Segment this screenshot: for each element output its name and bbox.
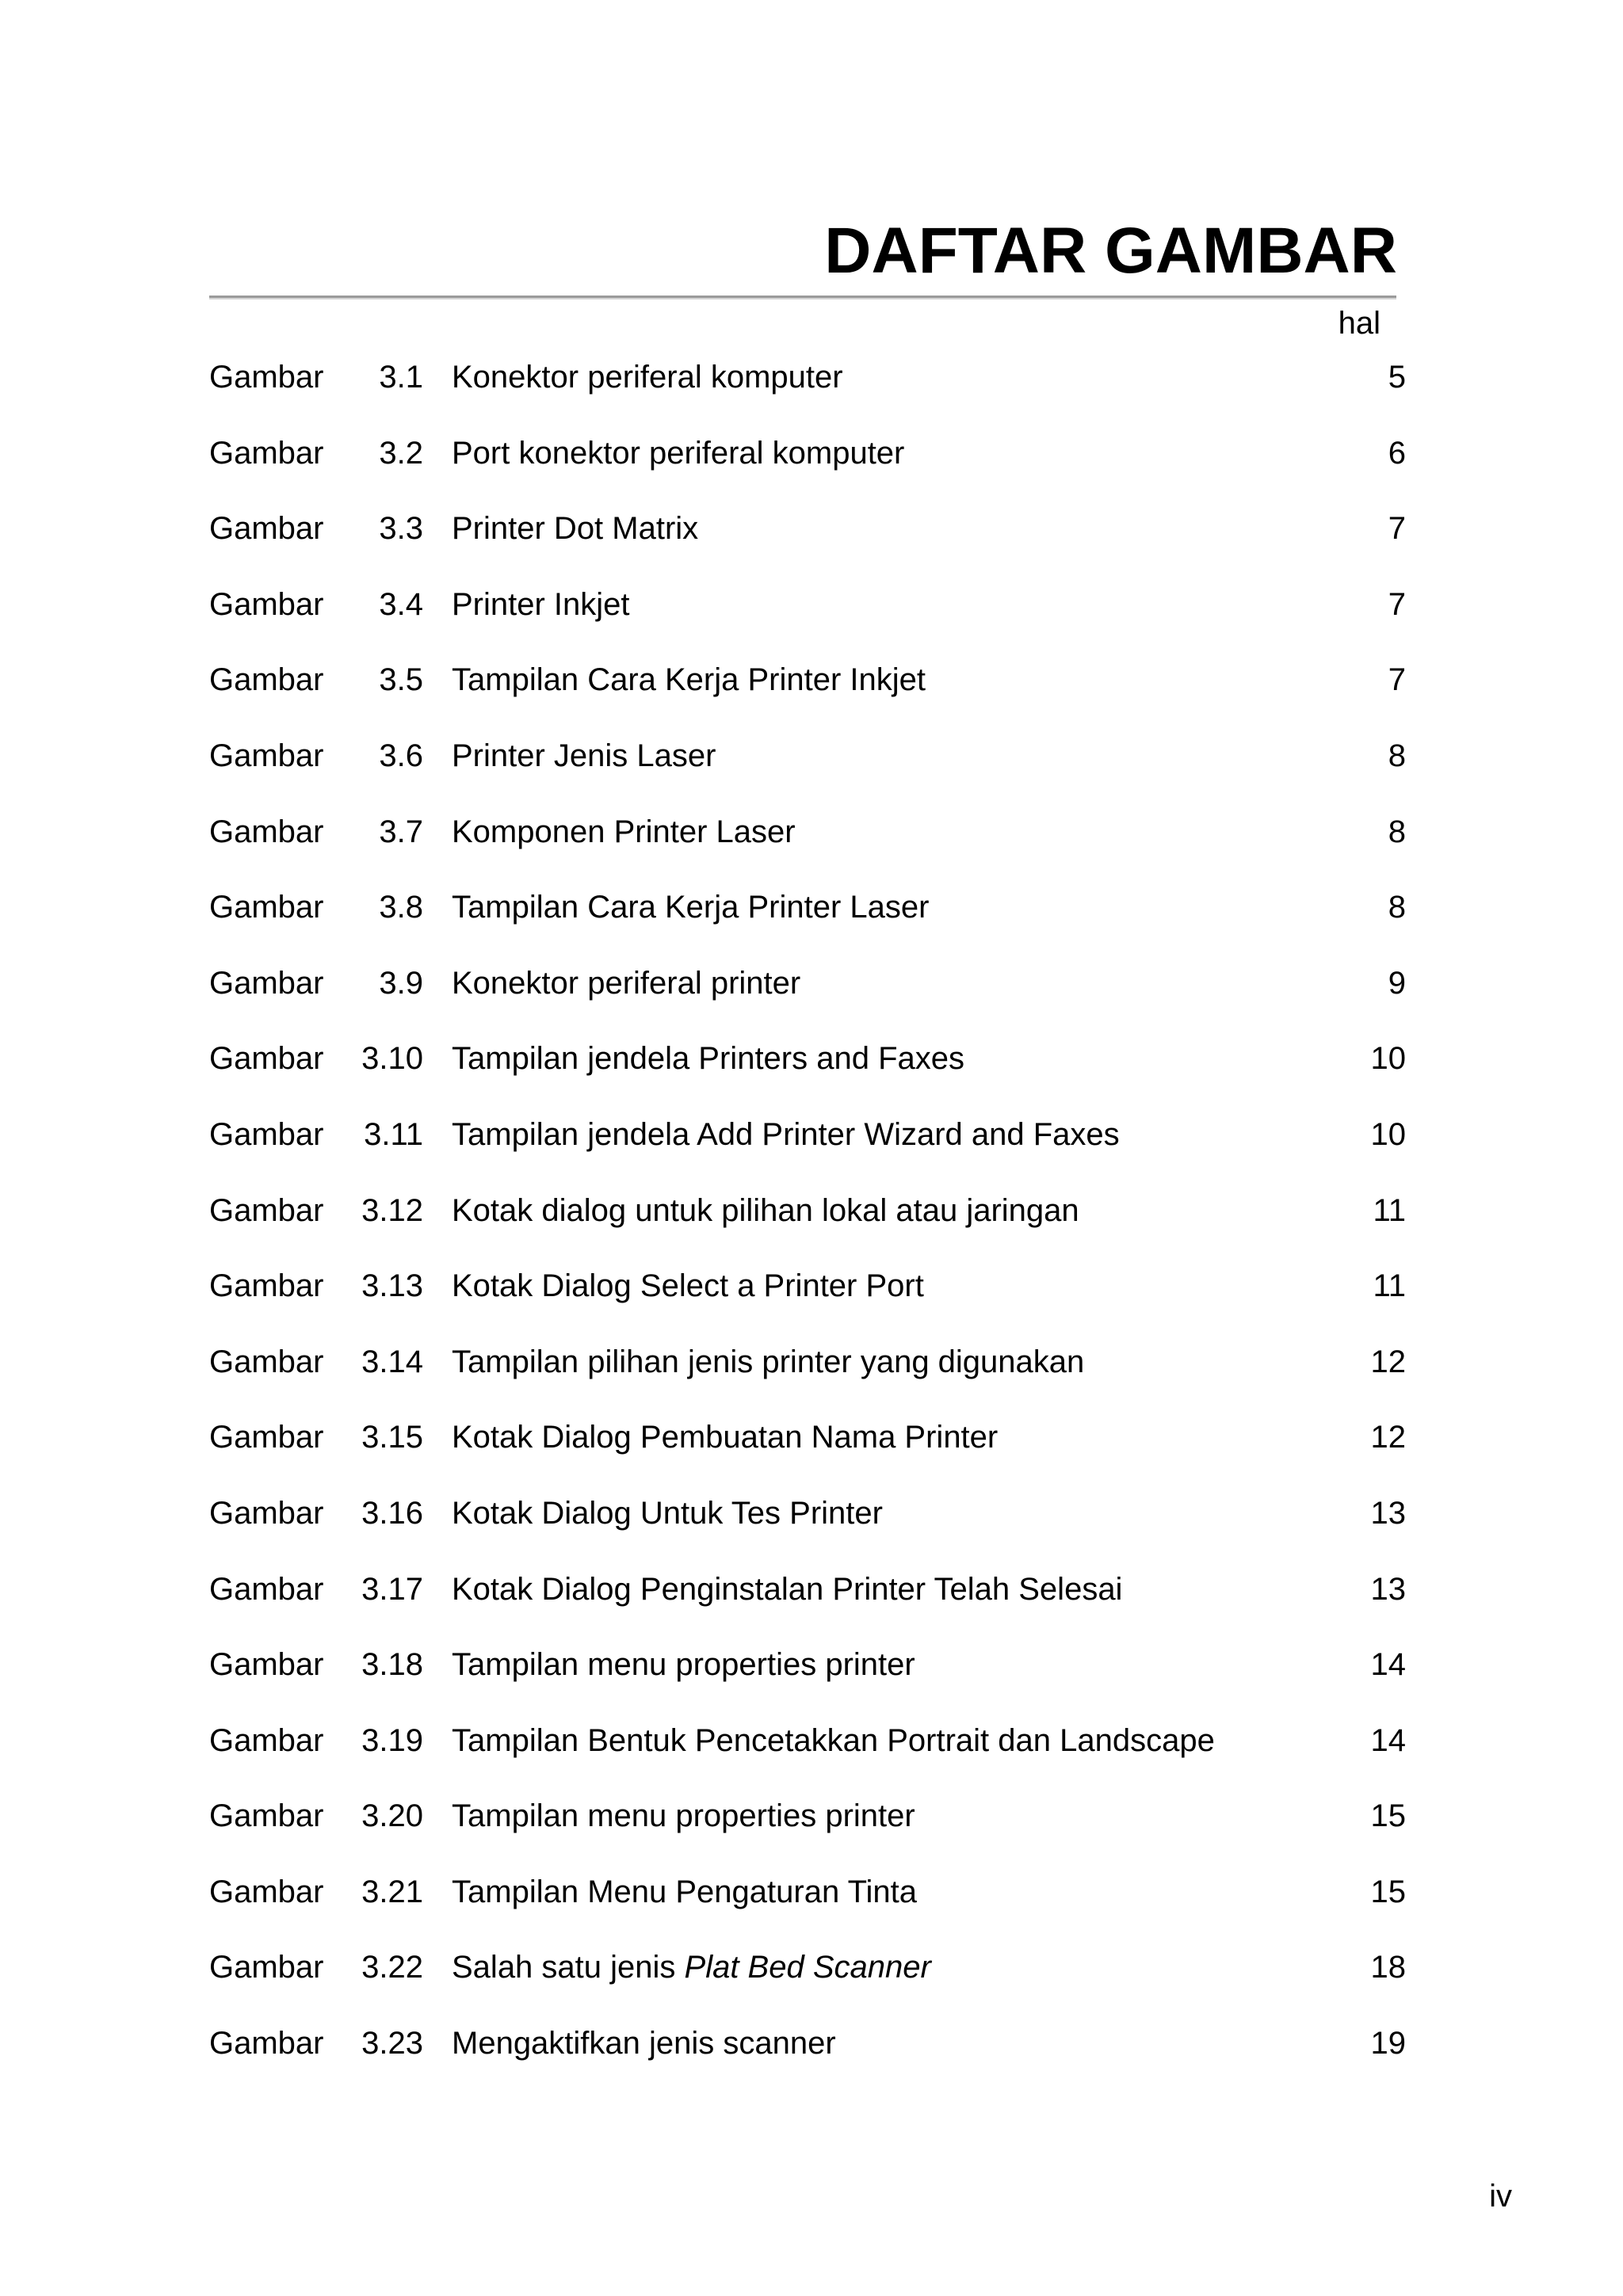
figure-caption-italic: Plat Bed Scanner <box>684 1950 931 1985</box>
figure-number: 3.21 <box>361 1874 423 1909</box>
figure-list-item <box>209 585 1406 662</box>
figure-list-item <box>209 1418 1406 1494</box>
figure-number: 3.15 <box>361 1420 423 1455</box>
figure-prefix: Gambar <box>209 1571 324 1607</box>
figure-list-item <box>209 1646 1406 1722</box>
figure-number: 3.6 <box>379 738 423 773</box>
figure-page-number: 5 <box>1388 360 1406 395</box>
figure-caption: Tampilan Menu Pengaturan Tinta <box>452 1874 918 1909</box>
figure-page-number: 10 <box>1370 1116 1406 1152</box>
figure-list-item <box>209 1873 1406 1949</box>
figure-caption: Tampilan menu properties printer <box>452 1647 915 1683</box>
figure-caption: Printer Inkjet <box>452 586 630 622</box>
figure-list-item <box>209 1494 1406 1570</box>
figure-caption: Printer Jenis Laser <box>452 738 716 773</box>
figure-number: 3.2 <box>379 435 423 471</box>
figure-caption: Port konektor periferal komputer <box>452 435 905 471</box>
figure-list <box>209 358 1406 2100</box>
figure-page-number: 11 <box>1373 1192 1406 1228</box>
figure-page-number: 12 <box>1370 1420 1406 1455</box>
figure-prefix: Gambar <box>209 1950 324 1985</box>
figure-caption: Kotak Dialog Pembuatan Nama Printer <box>452 1420 999 1455</box>
figure-list-item <box>209 358 1406 434</box>
figure-caption: Tampilan Cara Kerja Printer Inkjet <box>452 662 926 698</box>
figure-caption: Printer Dot Matrix <box>452 511 699 547</box>
figure-prefix: Gambar <box>209 435 324 471</box>
figure-caption: Konektor periferal printer <box>452 965 801 1001</box>
page-column-label: hal <box>1338 306 1381 341</box>
figure-list-item <box>209 1343 1406 1419</box>
figure-prefix: Gambar <box>209 1495 324 1531</box>
figure-page-number: 19 <box>1370 2026 1406 2061</box>
figure-page-number: 12 <box>1370 1344 1406 1379</box>
figure-number: 3.11 <box>364 1116 423 1152</box>
figure-page-number: 8 <box>1388 738 1406 773</box>
figure-number: 3.22 <box>361 1950 423 1985</box>
figure-caption: Kotak Dialog Penginstalan Printer Telah Selesai <box>452 1571 1123 1607</box>
figure-list-item <box>209 1948 1406 2024</box>
figure-list-item <box>209 888 1406 964</box>
figure-list-item <box>209 509 1406 585</box>
figure-prefix: Gambar <box>209 2026 324 2061</box>
figure-list-item <box>209 813 1406 889</box>
figure-caption: Tampilan jendela Add Printer Wizard and Faxes <box>452 1116 1120 1152</box>
figure-caption: Tampilan jendela Printers and Faxes <box>452 1041 965 1077</box>
page-title: DAFTAR GAMBAR <box>824 215 1397 287</box>
figure-prefix: Gambar <box>209 1344 324 1379</box>
figure-caption: Kotak Dialog Select a Printer Port <box>452 1268 924 1304</box>
figure-list-item <box>209 1267 1406 1343</box>
figure-page-number: 13 <box>1370 1571 1406 1607</box>
figure-number: 3.3 <box>379 511 423 547</box>
figure-caption: Tampilan menu properties printer <box>452 1798 915 1834</box>
figure-caption: Tampilan Cara Kerja Printer Laser <box>452 890 930 925</box>
figure-prefix: Gambar <box>209 1420 324 1455</box>
figure-list-item <box>209 1039 1406 1116</box>
figure-caption <box>452 1948 1308 1986</box>
figure-caption-text: Salah satu jenis <box>452 1950 685 1985</box>
figure-list-item <box>209 1570 1406 1646</box>
figure-list-item <box>209 1116 1406 1192</box>
figure-prefix: Gambar <box>209 814 324 849</box>
figure-prefix: Gambar <box>209 1798 324 1834</box>
figure-number: 3.23 <box>361 2026 423 2061</box>
figure-prefix: Gambar <box>209 890 324 925</box>
figure-number: 3.19 <box>361 1722 423 1758</box>
figure-page-number: 7 <box>1388 586 1406 622</box>
figure-list-item <box>209 1192 1406 1268</box>
figure-number: 3.13 <box>361 1268 423 1304</box>
figure-list-item <box>209 737 1406 813</box>
figure-caption: Mengaktifkan jenis scanner <box>452 2026 836 2061</box>
figure-page-number: 15 <box>1370 1874 1406 1909</box>
figure-number: 3.17 <box>361 1571 423 1607</box>
figure-prefix: Gambar <box>209 1874 324 1909</box>
figure-page-number: 10 <box>1370 1041 1406 1077</box>
figure-prefix: Gambar <box>209 662 324 698</box>
figure-number: 3.16 <box>361 1495 423 1531</box>
figure-page-number: 11 <box>1373 1268 1406 1304</box>
figure-caption: Tampilan pilihan jenis printer yang digunakan <box>452 1344 1085 1379</box>
figure-number: 3.9 <box>379 965 423 1001</box>
figure-prefix: Gambar <box>209 1192 324 1228</box>
figure-prefix: Gambar <box>209 1041 324 1077</box>
figure-page-number: 15 <box>1370 1798 1406 1834</box>
figure-number: 3.12 <box>361 1192 423 1228</box>
figure-number: 3.10 <box>361 1041 423 1077</box>
figure-prefix: Gambar <box>209 360 324 395</box>
figure-page-number: 8 <box>1388 890 1406 925</box>
figure-number: 3.5 <box>379 662 423 698</box>
title-divider <box>209 296 1396 299</box>
figure-prefix: Gambar <box>209 965 324 1001</box>
figure-number: 3.8 <box>379 890 423 925</box>
figure-list-item <box>209 1797 1406 1873</box>
figure-number: 3.20 <box>361 1798 423 1834</box>
figure-prefix: Gambar <box>209 511 324 547</box>
figure-page-number: 18 <box>1370 1950 1406 1985</box>
figure-page-number: 9 <box>1388 965 1406 1001</box>
figure-page-number: 6 <box>1388 435 1406 471</box>
figure-list-item <box>209 2024 1406 2100</box>
figure-prefix: Gambar <box>209 1722 324 1758</box>
figure-number: 3.18 <box>361 1647 423 1683</box>
figure-prefix: Gambar <box>209 1647 324 1683</box>
figure-list-item <box>209 434 1406 510</box>
figure-caption: Konektor periferal komputer <box>452 360 843 395</box>
figure-prefix: Gambar <box>209 738 324 773</box>
figure-list-item <box>209 1722 1406 1798</box>
page-number: iv <box>1489 2179 1512 2214</box>
figure-page-number: 7 <box>1388 662 1406 698</box>
figure-number: 3.1 <box>379 360 423 395</box>
figure-page-number: 8 <box>1388 814 1406 849</box>
figure-caption: Tampilan Bentuk Pencetakkan Portrait dan Landscape <box>452 1722 1215 1758</box>
figure-number: 3.14 <box>361 1344 423 1379</box>
figure-page-number: 13 <box>1370 1495 1406 1531</box>
figure-prefix: Gambar <box>209 1268 324 1304</box>
figure-page-number: 14 <box>1370 1722 1406 1758</box>
figure-number: 3.4 <box>379 586 423 622</box>
figure-list-item <box>209 661 1406 737</box>
figure-caption: Kotak dialog untuk pilihan lokal atau jaringan <box>452 1192 1079 1228</box>
figure-list-item <box>209 964 1406 1040</box>
figure-caption: Komponen Printer Laser <box>452 814 796 849</box>
figure-page-number: 7 <box>1388 511 1406 547</box>
figure-page-number: 14 <box>1370 1647 1406 1683</box>
figure-prefix: Gambar <box>209 586 324 622</box>
figure-prefix: Gambar <box>209 1116 324 1152</box>
figure-caption: Kotak Dialog Untuk Tes Printer <box>452 1495 883 1531</box>
figure-number: 3.7 <box>379 814 423 849</box>
